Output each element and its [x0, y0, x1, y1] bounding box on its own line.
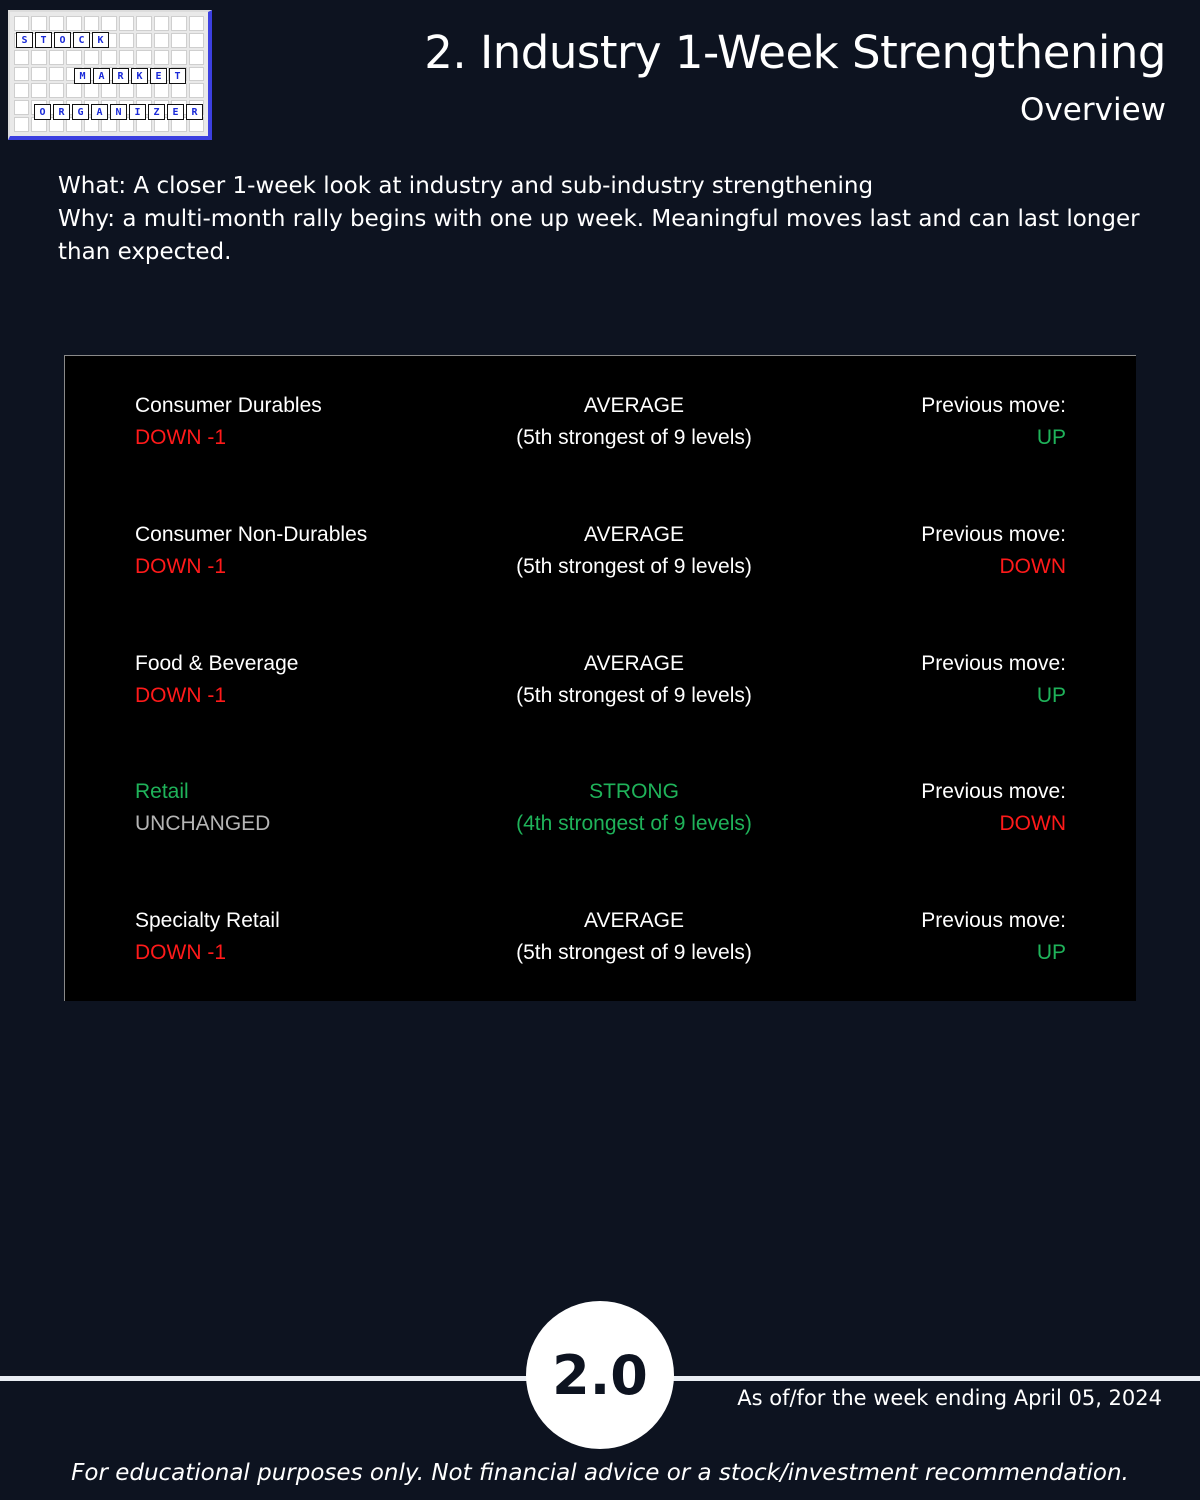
- industry-level: [434, 390, 834, 454]
- logo-letter: A: [91, 104, 108, 120]
- logo-letter: M: [74, 68, 91, 84]
- industry-previous: [921, 648, 1066, 712]
- industry-level-label: AVERAGE: [584, 652, 684, 675]
- industry-previous: [921, 776, 1066, 840]
- logo-letter: K: [92, 32, 109, 48]
- page-subtitle: Overview: [1020, 92, 1166, 128]
- previous-move-label: Previous move:: [921, 780, 1066, 803]
- previous-move-value: UP: [1036, 941, 1066, 964]
- logo-letter: A: [93, 68, 110, 84]
- disclaimer: For educational purposes only. Not financial advice or a stock/investment recommendation.: [71, 1460, 1129, 1486]
- previous-move-label: Previous move:: [921, 523, 1066, 546]
- logo-letter: N: [110, 104, 127, 120]
- industry-change: DOWN -1: [135, 555, 226, 578]
- industry-row: [65, 648, 1136, 718]
- as-of-date: As of/for the week ending April 05, 2024: [737, 1386, 1162, 1410]
- industry-level: [434, 519, 834, 583]
- industry-name: Specialty Retail: [135, 909, 280, 932]
- intro-what: What: A closer 1-week look at industry and sub-industry strengthening: [58, 173, 874, 199]
- previous-move-label: Previous move:: [921, 652, 1066, 675]
- industry-name: Retail: [135, 780, 189, 803]
- industry-left: [135, 648, 298, 712]
- logo-letter: I: [129, 104, 146, 120]
- industry-name: Consumer Durables: [135, 394, 322, 417]
- logo: [8, 10, 212, 140]
- industry-left: [135, 390, 322, 454]
- industry-name: Consumer Non-Durables: [135, 523, 368, 546]
- previous-move-label: Previous move:: [921, 909, 1066, 932]
- industry-level: [434, 776, 834, 840]
- previous-move-value: DOWN: [999, 812, 1066, 835]
- logo-letter: R: [112, 68, 129, 84]
- industry-previous: [921, 390, 1066, 454]
- industry-rank: (5th strongest of 9 levels): [516, 941, 752, 964]
- industry-level-label: AVERAGE: [584, 909, 684, 932]
- industry-level: [434, 905, 834, 969]
- industry-level: [434, 648, 834, 712]
- logo-letter: T: [169, 68, 186, 84]
- industry-previous: [921, 905, 1066, 969]
- industry-row: [65, 776, 1136, 846]
- previous-move-value: DOWN: [999, 555, 1066, 578]
- logo-word-market: [74, 68, 186, 84]
- previous-move-label: Previous move:: [921, 394, 1066, 417]
- industry-change: DOWN -1: [135, 941, 226, 964]
- logo-letter: O: [34, 104, 51, 120]
- logo-letter: Z: [148, 104, 165, 120]
- logo-letter: E: [167, 104, 184, 120]
- industry-left: [135, 519, 367, 583]
- intro-why: Why: a multi-month rally begins with one up week. Meaningful moves last and can last longer than expected.: [58, 206, 1140, 265]
- previous-move-value: UP: [1036, 426, 1066, 449]
- industry-change: UNCHANGED: [135, 812, 271, 835]
- logo-letter: T: [35, 32, 52, 48]
- intro: [58, 170, 1158, 269]
- logo-word-stock: [16, 32, 109, 48]
- industry-rank: (5th strongest of 9 levels): [516, 684, 752, 707]
- section-number-badge: 2.0: [526, 1301, 674, 1449]
- page-title: 2. Industry 1-Week Strengthening: [424, 26, 1166, 79]
- previous-move-value: UP: [1036, 684, 1066, 707]
- industry-rank: (5th strongest of 9 levels): [516, 426, 752, 449]
- industry-change: DOWN -1: [135, 684, 226, 707]
- logo-word-organizer: [34, 104, 203, 120]
- logo-letter: G: [72, 104, 89, 120]
- industry-level-label: STRONG: [589, 780, 679, 803]
- industry-level-label: AVERAGE: [584, 523, 684, 546]
- logo-letter: S: [16, 32, 33, 48]
- industry-row: [65, 519, 1136, 589]
- logo-letter: E: [150, 68, 167, 84]
- industry-previous: [921, 519, 1066, 583]
- industry-panel: [64, 355, 1136, 1001]
- industry-left: [135, 905, 280, 969]
- industry-level-label: AVERAGE: [584, 394, 684, 417]
- industry-name: Food & Beverage: [135, 652, 299, 675]
- logo-letter: C: [73, 32, 90, 48]
- logo-letter: R: [186, 104, 203, 120]
- logo-letter: O: [54, 32, 71, 48]
- industry-rank: (4th strongest of 9 levels): [516, 812, 752, 835]
- industry-change: DOWN -1: [135, 426, 226, 449]
- logo-letter: R: [53, 104, 70, 120]
- industry-row: [65, 390, 1136, 460]
- industry-row: [65, 905, 1136, 975]
- industry-left: [135, 776, 270, 840]
- industry-rank: (5th strongest of 9 levels): [516, 555, 752, 578]
- logo-letter: K: [131, 68, 148, 84]
